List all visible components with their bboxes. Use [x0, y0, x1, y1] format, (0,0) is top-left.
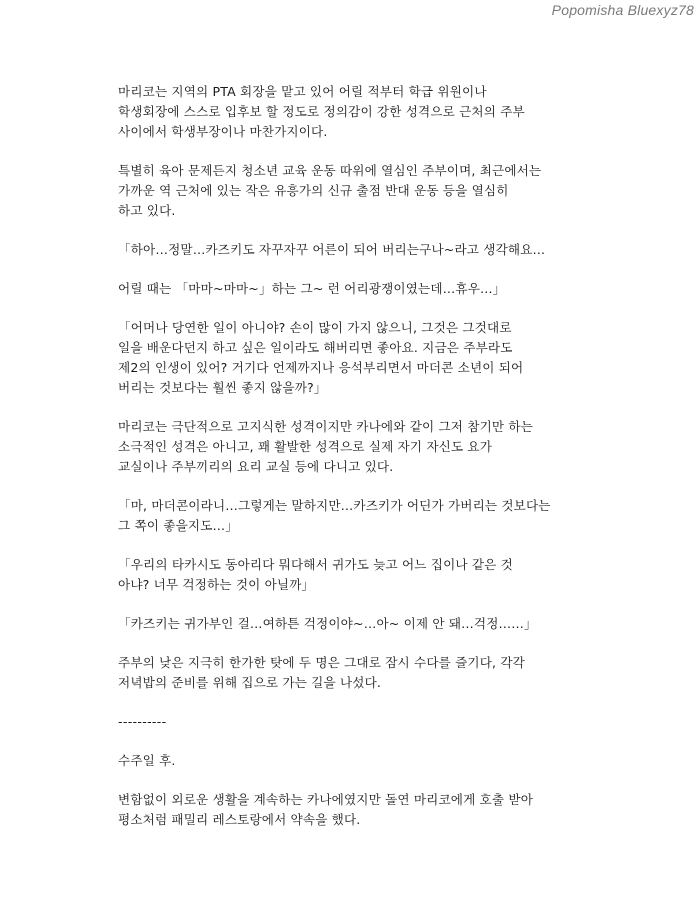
- text-line: 그 쪽이 좋을지도…」: [118, 518, 239, 533]
- paragraph: [118, 555, 588, 595]
- text-line: 수주일 후.: [118, 753, 176, 768]
- paragraph: [118, 417, 588, 477]
- text-line: 학생회장에 스스로 입후보 할 정도로 정의감이 강한 성격으로 근처의 주부: [118, 104, 525, 119]
- text-line: 가까운 역 근처에 있는 작은 유흥가의 신규 출점 반대 운동 등을 열심히: [118, 183, 509, 198]
- text-line: 「하아…정말…카즈키도 자꾸자꾸 어른이 되어 버리는구나~라고 생각해요…: [118, 242, 546, 257]
- paragraph: [118, 751, 588, 771]
- text-line: 특별히 육아 문제든지 청소년 교육 운동 따위에 열심인 주부이며, 최근에서는: [118, 163, 542, 178]
- text-line: 저녁밥의 준비를 위해 집으로 가는 길을 나섰다.: [118, 675, 382, 690]
- paragraph: [118, 240, 588, 260]
- text-line: 하고 있다.: [118, 203, 176, 218]
- text-line: 「어머나 당연한 일이 아니야? 손이 많이 가지 않으니, 그것은 그것대로: [118, 320, 512, 335]
- text-line: 일을 배운다던지 하고 싶은 일이라도 해버리면 좋아요. 지금은 주부라도: [118, 340, 513, 355]
- text-line: 마리코는 극단적으로 고지식한 성격이지만 카나에와 같이 그저 참기만 하는: [118, 419, 534, 434]
- paragraph: [118, 82, 588, 142]
- text-line: 교실이나 주부끼리의 요리 교실 등에 다니고 있다.: [118, 459, 394, 474]
- text-line: 아냐? 너무 걱정하는 것이 아닐까」: [118, 577, 315, 592]
- text-line: 「카즈키는 귀가부인 걸…여하튼 걱정이야~…아~ 이제 안 돼…걱정……」: [118, 616, 537, 631]
- paragraph: [118, 279, 588, 299]
- paragraph: [118, 790, 588, 830]
- text-line: 사이에서 학생부장이나 마찬가지이다.: [118, 124, 328, 139]
- text-line: 어릴 때는 「마마~마마~」하는 그~ 런 어리광쟁이였는데…휴우…」: [118, 281, 506, 296]
- paragraph: [118, 161, 588, 221]
- paragraph: [118, 653, 588, 693]
- text-line: 「우리의 타카시도 동아리다 뭐다해서 귀가도 늦고 어느 집이나 같은 것: [118, 557, 513, 572]
- text-line: 「마, 마더콘이라니…그렇게는 말하지만…카즈키가 어딘가 가버리는 것보다는: [118, 498, 551, 513]
- text-line: 마리코는 지역의 PTA 회장을 맡고 있어 어릴 적부터 학급 위원이나: [118, 84, 487, 99]
- watermark: Popomisha Bluexyz78: [551, 2, 694, 18]
- text-line: 평소처럼 패밀리 레스토랑에서 약속을 했다.: [118, 812, 361, 827]
- paragraph: [118, 496, 588, 536]
- paragraph: [118, 318, 588, 398]
- text-line: 주부의 낮은 지극히 한가한 탓에 두 명은 그대로 잠시 수다를 즐기다, 각각: [118, 655, 525, 670]
- section-separator: ----------: [118, 714, 167, 729]
- text-line: 제2의 인생이 있어? 거기다 언제까지나 응석부리면서 마더콘 소년이 되어: [118, 360, 524, 375]
- paragraph: [118, 614, 588, 634]
- document-body: [118, 82, 588, 849]
- text-line: 버리는 것보다는 훨씬 좋지 않을까?」: [118, 380, 327, 395]
- text-line: 소극적인 성격은 아니고, 꽤 활발한 성격으로 실제 자기 자신도 요가: [118, 439, 493, 454]
- text-line: 변함없이 외로운 생활을 계속하는 카나에였지만 돌연 마리코에게 호출 받아: [118, 792, 534, 807]
